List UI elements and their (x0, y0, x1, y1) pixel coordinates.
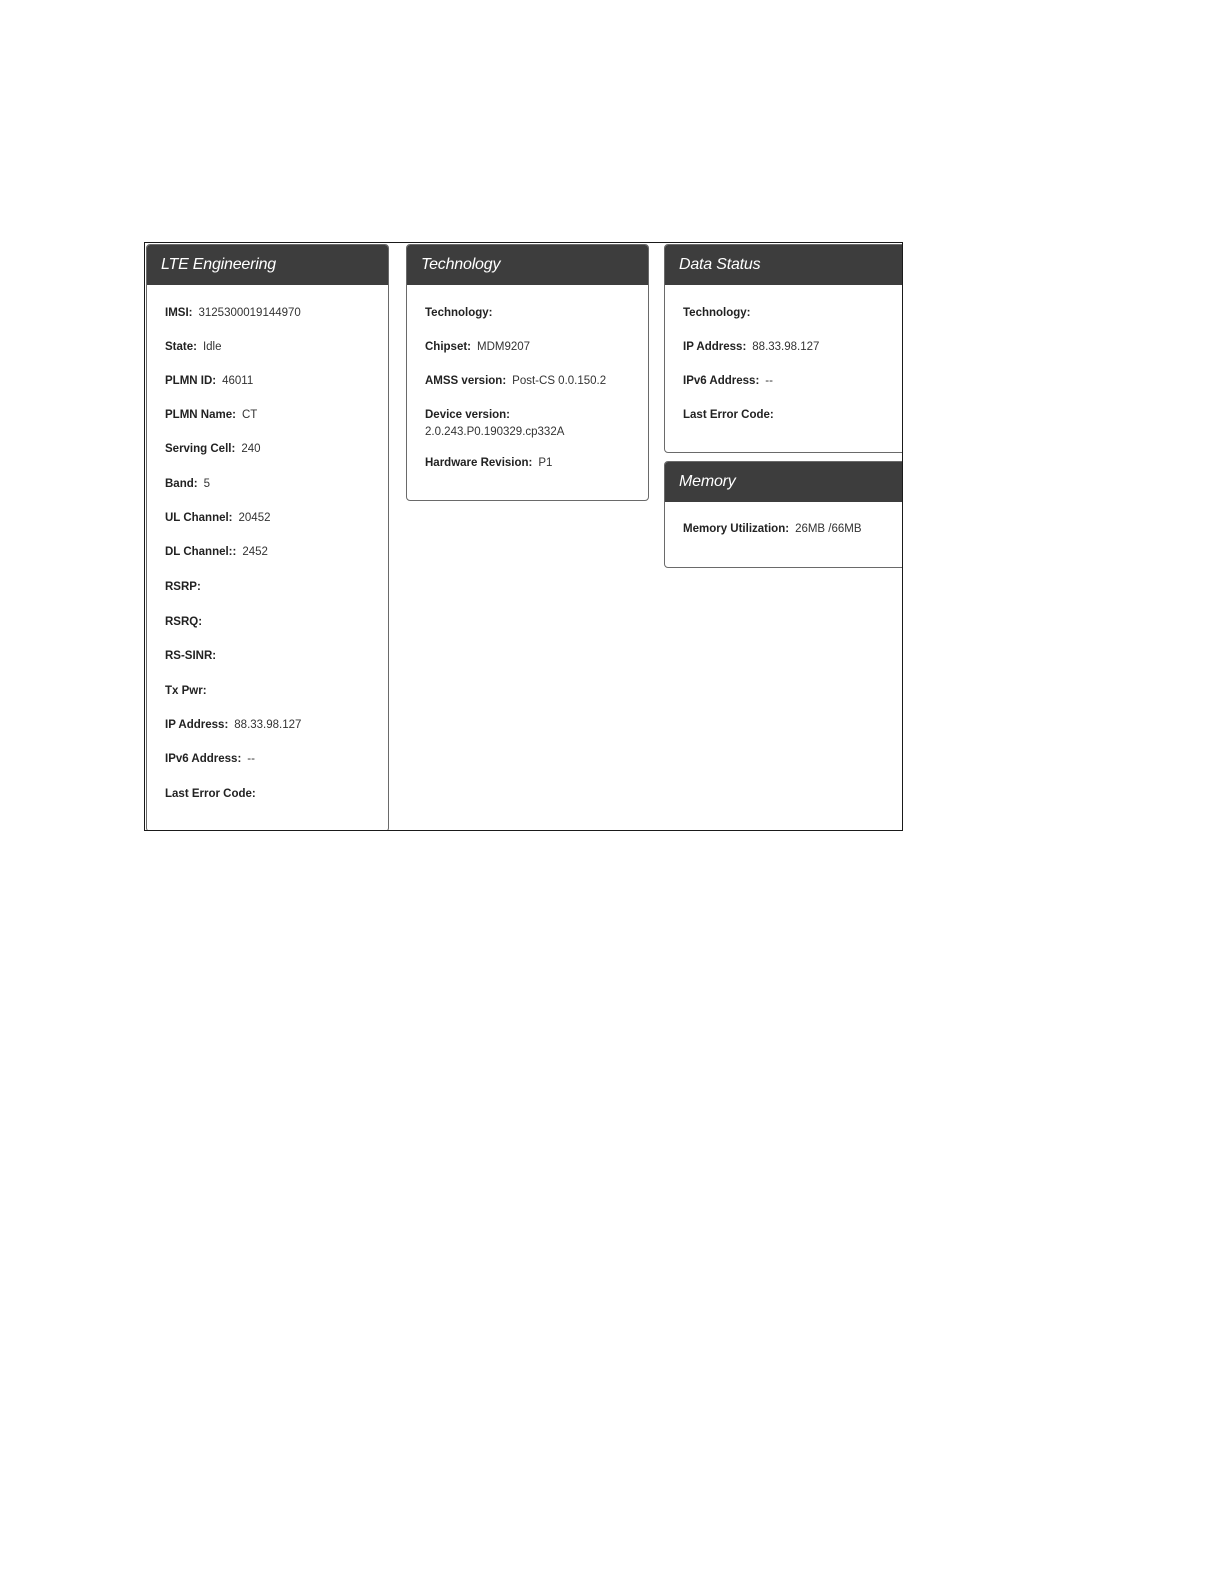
technology-title: Technology (407, 245, 648, 285)
ipv6-address-row (165, 753, 255, 765)
imsi-label: IMSI: (165, 307, 193, 319)
hardware-revision-label: Hardware Revision: (425, 457, 533, 469)
ds-technology-row (683, 307, 757, 319)
dl-channel-value: 2452 (242, 546, 268, 558)
tx-pwr-label: Tx Pwr: (165, 685, 207, 697)
imsi-row (165, 307, 301, 319)
last-error-code-row (165, 788, 262, 800)
ul-channel-label: UL Channel: (165, 512, 233, 524)
band-value: 5 (203, 478, 210, 490)
serving-cell-label: Serving Cell: (165, 443, 236, 455)
rs-sinr-row (165, 650, 222, 662)
device-version-value: 2.0.243.P0.190329.cp332A (425, 426, 565, 438)
hardware-revision-value: P1 (538, 457, 553, 469)
state-value: Idle (202, 341, 222, 353)
serving-cell-row (165, 443, 261, 455)
ds-ipv6-address-value: -- (765, 375, 773, 387)
plmn-name-value: CT (241, 409, 258, 421)
rsrp-row (165, 581, 207, 593)
ipv6-address-label: IPv6 Address: (165, 753, 242, 765)
rs-sinr-label: RS-SINR: (165, 650, 217, 662)
ds-technology-label: Technology: (683, 307, 751, 319)
data-status-title: Data Status (665, 245, 903, 285)
memory-title: Memory (665, 462, 903, 502)
tech-technology-row (425, 307, 499, 319)
rsrq-row (165, 616, 208, 628)
tx-pwr-row (165, 685, 213, 697)
lte-engineering-panel (146, 244, 389, 831)
band-row (165, 478, 210, 490)
amss-version-row (425, 375, 606, 387)
plmn-name-label: PLMN Name: (165, 409, 236, 421)
chipset-value: MDM9207 (477, 341, 531, 353)
ds-ip-address-label: IP Address: (683, 341, 747, 353)
plmn-id-value: 46011 (222, 375, 254, 387)
technology-panel (406, 244, 649, 501)
ds-last-error-code-label: Last Error Code: (683, 409, 774, 421)
state-row (165, 341, 222, 353)
tech-technology-label: Technology: (425, 307, 493, 319)
dl-channel-label: DL Channel:: (165, 546, 237, 558)
ul-channel-row (165, 512, 271, 524)
hardware-revision-row (425, 457, 552, 469)
ip-address-value: 88.33.98.127 (234, 719, 302, 731)
amss-version-label: AMSS version: (425, 375, 507, 387)
screenshot-frame (144, 242, 903, 831)
memory-utilization-value: 26MB /66MB (795, 523, 862, 535)
ds-ipv6-address-label: IPv6 Address: (683, 375, 760, 387)
plmn-id-label: PLMN ID: (165, 375, 217, 387)
ds-ipv6-address-row (683, 375, 773, 387)
ds-ip-address-row (683, 341, 819, 353)
lte-engineering-title: LTE Engineering (147, 245, 388, 285)
memory-panel (664, 461, 903, 568)
memory-utilization-row (683, 523, 862, 535)
rsrp-label: RSRP: (165, 581, 201, 593)
ip-address-row (165, 719, 301, 731)
ul-channel-value: 20452 (238, 512, 271, 524)
device-version-label: Device version: (425, 409, 511, 421)
amss-version-value: Post-CS 0.0.150.2 (512, 375, 607, 387)
ds-ip-address-value: 88.33.98.127 (752, 341, 820, 353)
memory-utilization-label: Memory Utilization: (683, 523, 790, 535)
rsrq-label: RSRQ: (165, 616, 203, 628)
serving-cell-value: 240 (241, 443, 261, 455)
ipv6-address-value: -- (247, 753, 255, 765)
plmn-name-row (165, 409, 257, 421)
data-status-panel (664, 244, 903, 453)
dl-channel-row (165, 546, 268, 558)
state-label: State: (165, 341, 197, 353)
last-error-code-label: Last Error Code: (165, 788, 256, 800)
ds-last-error-code-row (683, 409, 780, 421)
plmn-id-row (165, 375, 253, 387)
band-label: Band: (165, 478, 198, 490)
device-version-row (425, 409, 564, 438)
chipset-row (425, 341, 530, 353)
ip-address-label: IP Address: (165, 719, 229, 731)
chipset-label: Chipset: (425, 341, 471, 353)
imsi-value: 3125300019144970 (198, 307, 301, 319)
